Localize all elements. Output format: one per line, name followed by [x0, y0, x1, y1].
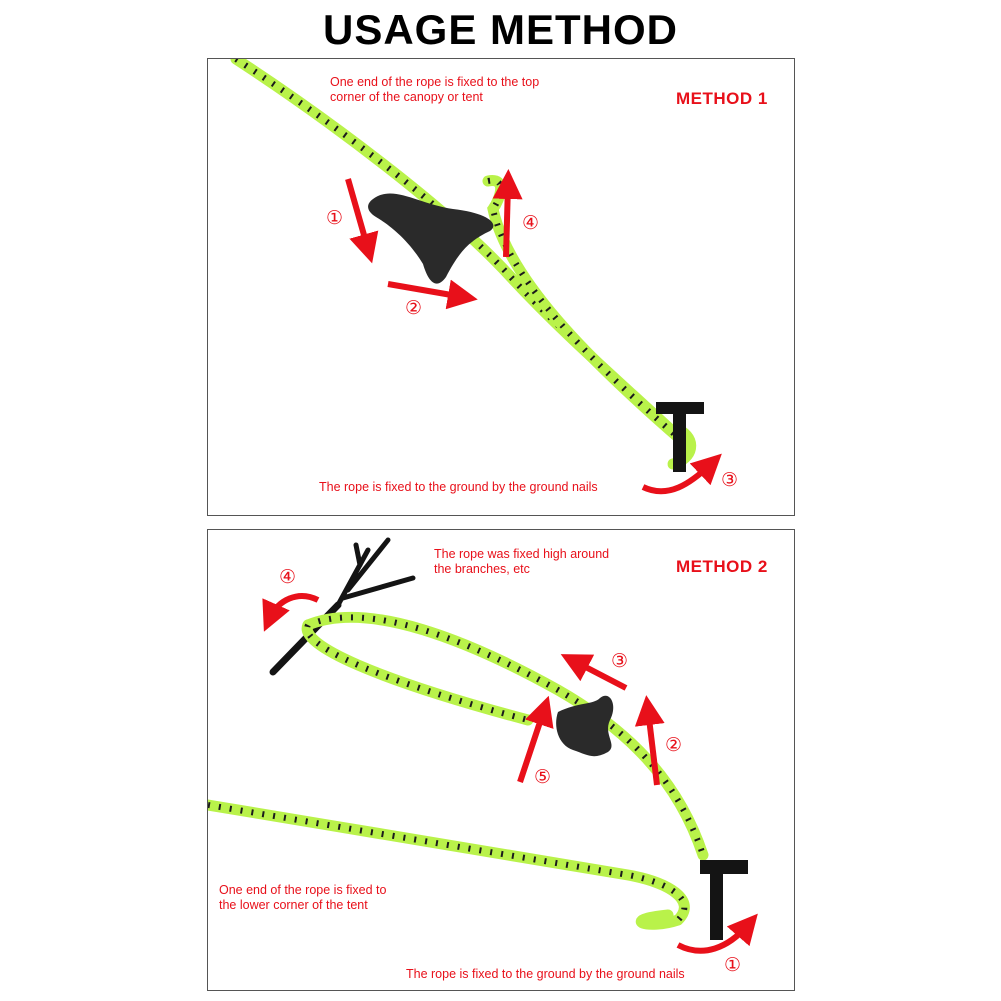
method-2-top-note-line-2: the branches, etc — [434, 562, 530, 576]
method-1-bottom-note: The rope is fixed to the ground by the ground nails — [319, 480, 598, 494]
method-1-step-1: ① — [326, 207, 344, 229]
ground-nail-icon — [656, 402, 704, 472]
method-2-left-note-line-1: One end of the rope is fixed to — [219, 883, 387, 897]
rope-icon — [236, 59, 691, 464]
method-1-illustration — [208, 59, 794, 515]
method-2-step-1: ① — [724, 954, 742, 976]
method-2-step-4: ④ — [279, 566, 297, 588]
method-1-panel — [207, 58, 795, 516]
method-1-label: METHOD 1 — [676, 89, 768, 108]
method-1-step-4: ④ — [522, 212, 540, 234]
method-2-step-5: ⑤ — [534, 766, 552, 788]
ground-nail-icon — [700, 860, 748, 940]
triangle-buckle-icon — [368, 194, 493, 284]
method-1-top-note-line-1: One end of the rope is fixed to the top — [330, 75, 540, 89]
method-2-bottom-note: The rope is fixed to the ground by the ground nails — [406, 967, 685, 981]
method-2-step-2: ② — [665, 734, 683, 756]
method-2-top-note — [434, 547, 674, 577]
method-2-left-note-line-2: the lower corner of the tent — [219, 898, 368, 912]
method-2-illustration — [208, 530, 794, 990]
method-2-left-note — [219, 883, 449, 913]
method-1-top-note-line-2: corner of the canopy or tent — [330, 90, 483, 104]
method-2-top-note-line-1: The rope was fixed high around — [434, 547, 610, 561]
page-title: USAGE METHOD — [322, 6, 678, 53]
method-2-step-3: ③ — [611, 650, 629, 672]
method-1-top-note — [330, 75, 610, 105]
triangle-buckle-icon — [556, 696, 613, 756]
method-2-panel — [207, 529, 795, 991]
method-1-step-2: ② — [405, 297, 423, 319]
method-2-label: METHOD 2 — [676, 557, 768, 576]
method-1-step-3: ③ — [721, 469, 739, 491]
